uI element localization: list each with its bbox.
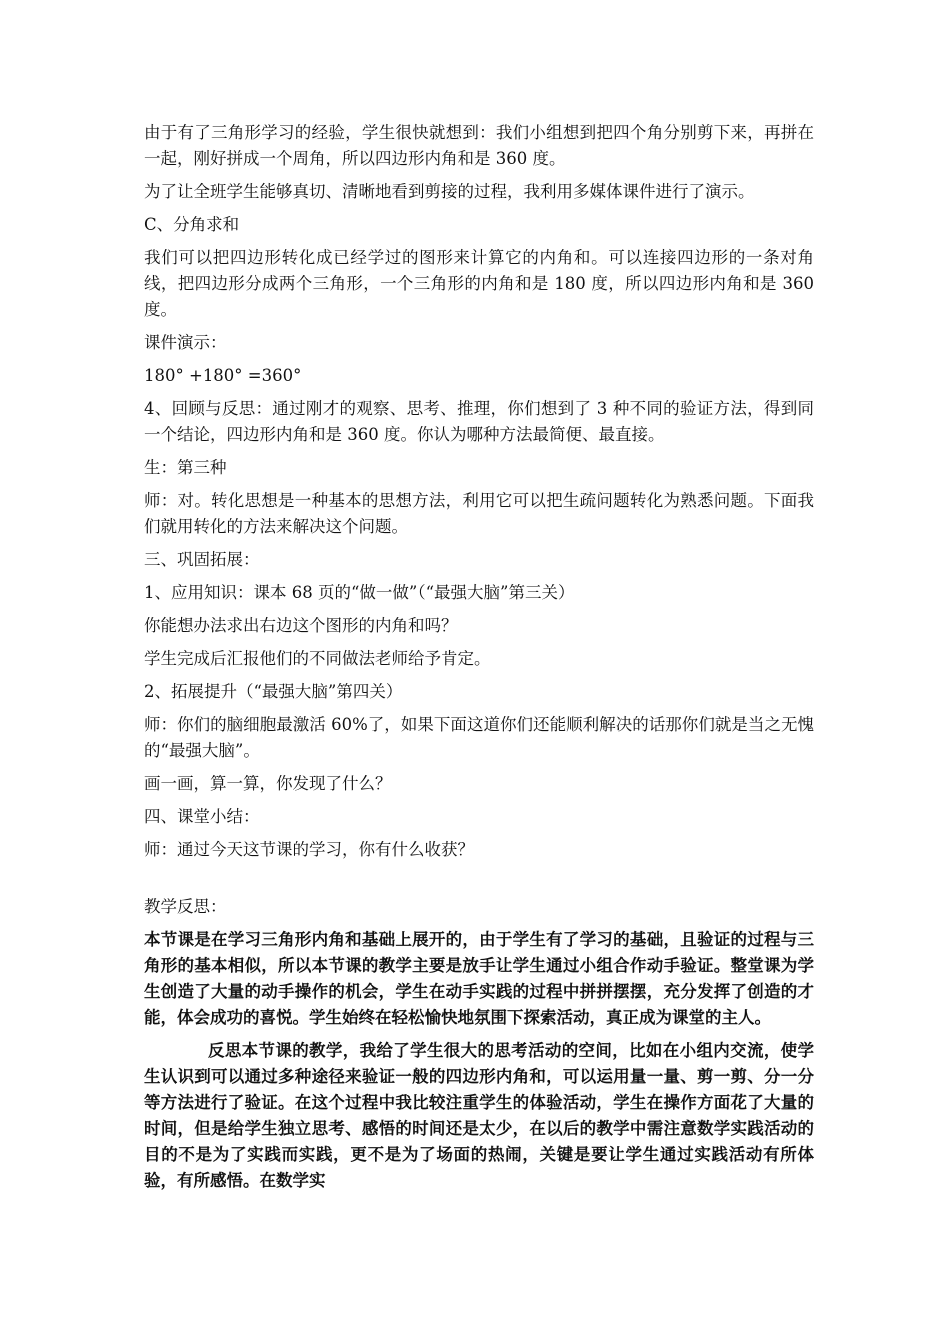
paragraph-teacher-question: 师：通过今天这节课的学习，你有什么收获？ bbox=[144, 840, 474, 859]
paragraph-section-consolidate: 三、巩固拓展： bbox=[144, 550, 260, 569]
paragraph-intro-experience: 由于有了三角形学习的经验，学生很快就想到：我们小组想到把四个角分别剪下来，再拼在一起，刚好拼成一个周角，所以四边形内角和是 360 度。 bbox=[144, 123, 814, 168]
document-page bbox=[144, 120, 820, 1201]
paragraph-teacher-transform: 师：对。转化思想是一种基本的思想方法，利用它可以把生疏问题转化为熟悉问题。下面我们就用转化的方法来解决这个问题。 bbox=[144, 491, 814, 536]
paragraph-draw-calculate: 画一画，算一算，你发现了什么？ bbox=[144, 774, 392, 793]
paragraph-method-c-heading: C、分角求和 bbox=[144, 215, 240, 234]
paragraph-apply-knowledge: 1、应用知识：课本 68 页的“做一做”（“最强大脑”第三关） bbox=[144, 583, 575, 602]
paragraph-gap bbox=[144, 870, 814, 894]
paragraph-multimedia-demo: 为了让全班学生能够真切、清晰地看到剪接的过程，我利用多媒体课件进行了演示。 bbox=[144, 182, 755, 201]
paragraph-student-answer: 生：第三种 bbox=[144, 458, 227, 477]
paragraph-method-c-body: 我们可以把四边形转化成已经学过的图形来计算它的内角和。可以连接四边形的一条对角线，把四边形分成两个三角形，一个三角形的内角和是 180 度，所以四边形内角和是 360 度。 bbox=[144, 248, 820, 319]
paragraph-section-summary: 四、课堂小结： bbox=[144, 807, 260, 826]
paragraph-extension: 2、拓展提升（“最强大脑”第四关） bbox=[144, 682, 403, 701]
reflection-heading: 教学反思： bbox=[144, 897, 227, 916]
paragraph-teacher-challenge: 师：你们的脑细胞最激活 60%了，如果下面这道你们还能顺利解决的话那你们就是当之无愧的“最强大脑”。 bbox=[144, 715, 814, 760]
paragraph-students-report: 学生完成后汇报他们的不同做法老师给予肯定。 bbox=[144, 649, 491, 668]
paragraph-angle-sum-formula: 180° +180° =360° bbox=[144, 366, 302, 385]
paragraph-review-reflection: 4、回顾与反思：通过刚才的观察、思考、推理，你们想到了 3 种不同的验证方法，得到同一个结论，四边形内角和是 360 度。你认为哪种方法最简便、最直接。 bbox=[144, 399, 814, 444]
reflection-paragraph-2: 反思本节课的教学，我给了学生很大的思考活动的空间，比如在小组内交流，使学生认识到可以通过多种途径来验证一般的四边形内角和，可以运用量一量、剪一剪、分一分等方法进行了验证。在这个过程中我比较注重学生的体验活动，学生在操作方面花了大量的时间，但是给学生独立思考、感悟的时间还是太少，在以后的教学中需注意数学实践活动的目的不是为了实践而实践，更不是为了场面的热闹，关键是要让学生通过实践活动有所体验，有所感悟。在数学实 bbox=[144, 1041, 814, 1190]
paragraph-courseware-demo: 课件演示： bbox=[144, 333, 227, 352]
reflection-paragraph-1: 本节课是在学习三角形内角和基础上展开的，由于学生有了学习的基础，且验证的过程与三角形的基本相似，所以本节课的教学主要是放手让学生通过小组合作动手验证。整堂课为学生创造了大量的动手操作的机会，学生在动手实践的过程中拼拼摆摆，充分发挥了创造的才能，体会成功的喜悦。学生始终在轻松愉快地氛围下探索活动，真正成为课堂的主人。 bbox=[144, 930, 814, 1027]
paragraph-find-angle-sum: 你能想办法求出右边这个图形的内角和吗？ bbox=[144, 616, 458, 635]
